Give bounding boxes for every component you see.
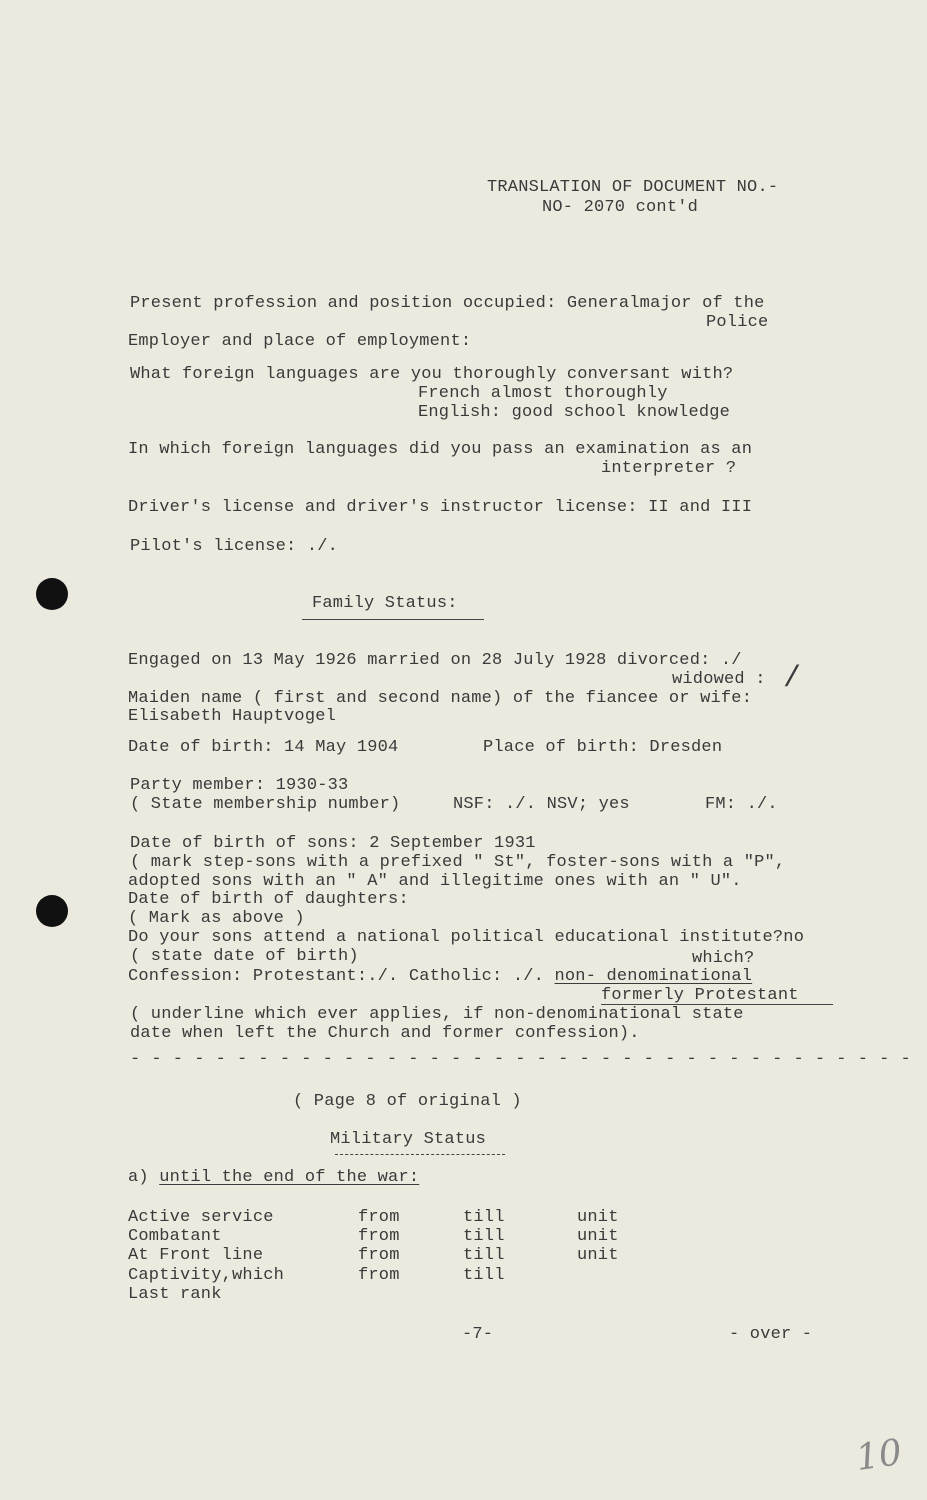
military-row-label: Active service [128, 1208, 274, 1227]
footer-over: - over - [729, 1325, 813, 1344]
confession-instructions-2: date when left the Church and former confession). [130, 1024, 640, 1043]
interpreter-question: In which foreign languages did you pass an examination as an [128, 440, 753, 459]
page-of-original: ( Page 8 of original ) [293, 1092, 522, 1111]
party-member: Party member: 1930-33 [130, 776, 349, 795]
until-prefix: a) [128, 1168, 149, 1187]
punch-hole-top [36, 578, 68, 610]
military-status-underline [335, 1154, 505, 1155]
family-status-underline [302, 619, 484, 620]
languages-french: French almost thoroughly [418, 384, 668, 403]
which-label: which? [692, 949, 755, 968]
last-rank: Last rank [128, 1285, 222, 1304]
confession-instructions-1: ( underline which ever applies, if non-denominational state [130, 1005, 744, 1024]
military-row-label: Combatant [128, 1227, 222, 1246]
maiden-name-question: Maiden name ( first and second name) of the fiancee or wife: [128, 689, 753, 708]
punch-hole-bottom [36, 895, 68, 927]
wife-place-of-birth: Place of birth: Dresden [483, 738, 723, 757]
engaged-line: Engaged on 13 May 1926 married on 28 July 1928 divorced: ./ [128, 651, 742, 670]
sons-date-of-birth: Date of birth of sons: 2 September 1931 [130, 834, 536, 853]
state-membership-label: ( State membership number) [130, 795, 401, 814]
military-row-from: from [358, 1266, 400, 1285]
daughters-date-of-birth: Date of birth of daughters: [128, 890, 409, 909]
military-status-heading: Military Status [330, 1130, 487, 1149]
until-text: until the end of the war: [159, 1168, 420, 1187]
widowed-slash-mark: / [783, 662, 802, 696]
military-row-label: Captivity,which [128, 1266, 285, 1285]
header-title: TRANSLATION OF DOCUMENT NO.- [487, 178, 779, 197]
handwritten-page-number: 10 [853, 1432, 905, 1479]
section-divider: - - - - - - - - - - - - - - - - - - - - - - - - - - - - - - - - - - - - - [130, 1050, 912, 1069]
military-row-unit: unit [577, 1246, 619, 1265]
military-row-unit: unit [577, 1208, 619, 1227]
mark-instructions-2: adopted sons with an " A" and illegitime ones with an " U". [128, 872, 742, 891]
maiden-name-value: Elisabeth Hauptvogel [128, 707, 337, 726]
formerly-protestant: formerly Protestant [601, 986, 799, 1005]
header-doc-number: NO- 2070 cont'd [542, 198, 699, 217]
profession-answer-cont: Police [706, 313, 769, 332]
family-status-heading: Family Status: [312, 594, 458, 613]
employer-question: Employer and place of employment: [128, 332, 472, 351]
mark-as-above: ( Mark as above ) [128, 909, 305, 928]
state-date-of-birth: ( state date of birth) [130, 947, 359, 966]
confession-selected: non- denominational [554, 967, 753, 986]
widowed-label: widowed : [672, 670, 766, 689]
languages-question: What foreign languages are you thoroughly conversant with? [130, 365, 734, 384]
mark-instructions-1: ( mark step-sons with a prefixed " St", foster-sons with a "P", [130, 853, 786, 872]
interpreter-question-cont: interpreter ? [601, 459, 737, 478]
military-row-label: At Front line [128, 1246, 264, 1265]
confession-line [128, 967, 752, 986]
military-row-unit: unit [577, 1227, 619, 1246]
military-row-till: till [463, 1266, 505, 1285]
military-row-till: till [463, 1227, 505, 1246]
drivers-license: Driver's license and driver's instructor license: II and III [128, 498, 753, 517]
wife-date-of-birth: Date of birth: 14 May 1904 [128, 738, 399, 757]
nsf-nsv-values: NSF: ./. NSV; yes [453, 795, 630, 814]
confession-options: Confession: Protestant:./. Catholic: ./. [128, 967, 545, 986]
military-row-till: till [463, 1208, 505, 1227]
institute-question: Do your sons attend a national political educational institute?no [128, 928, 805, 947]
until-end-of-war [128, 1168, 419, 1187]
military-row-from: from [358, 1208, 400, 1227]
footer-page-number: -7- [462, 1325, 494, 1344]
military-row-till: till [463, 1246, 505, 1265]
military-row-from: from [358, 1246, 400, 1265]
languages-english: English: good school knowledge [418, 403, 731, 422]
profession-question: Present profession and position occupied: Generalmajor of the [130, 294, 765, 313]
military-row-from: from [358, 1227, 400, 1246]
pilots-license: Pilot's license: ./. [130, 537, 339, 556]
fm-value: FM: ./. [705, 795, 778, 814]
